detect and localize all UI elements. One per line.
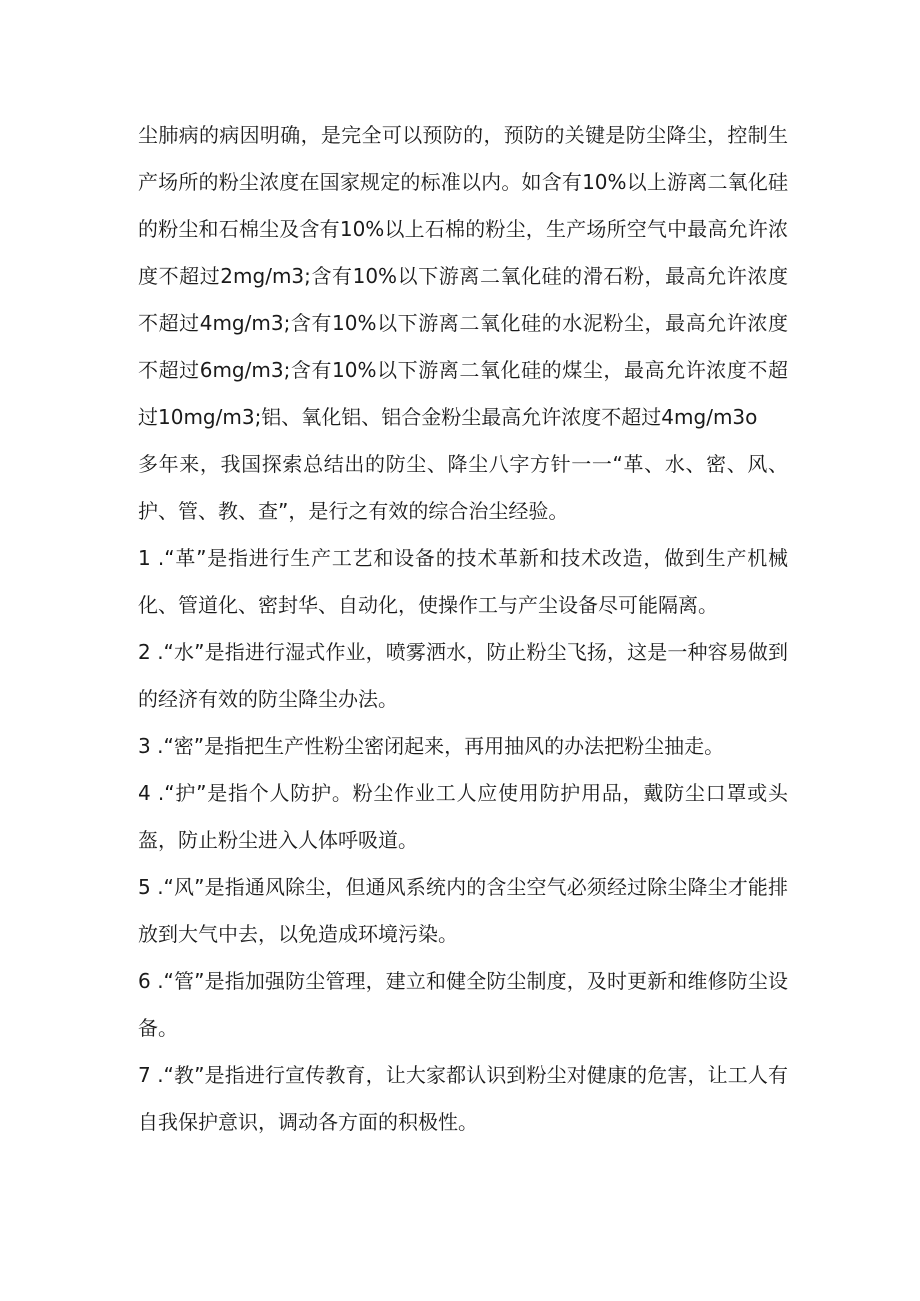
list-item-jiao: 7 .“教”是指进行宣传教育，让大家都认识到粉尘对健康的危害，让工人有自我保护意识，调动各方面的积极性。	[138, 1063, 788, 1134]
list-item-guan: 6 .“管”是指加强防尘管理，建立和健全防尘制度，及时更新和维修防尘设备。	[138, 969, 788, 1040]
list-item-hu: 4 .“护”是指个人防护。粉尘作业工人应使用防护用品，戴防尘口罩或头盔，防止粉尘进入人体呼吸道。	[138, 781, 788, 852]
list-item-ge: 1 .“革”是指进行生产工艺和设备的技术革新和技术改造，做到生产机械化、管道化、密封华、自动化，使操作工与产尘设备尽可能隔离。	[138, 546, 788, 617]
document-body	[138, 112, 788, 1146]
paragraph-eight-word-policy: 多年来，我国探索总结出的防尘、降尘八字方针一一“革、水、密、风、护、管、教、查”，是行之有效的综合治尘经验。	[138, 452, 788, 523]
list-item-mi: 3 .“密”是指把生产性粉尘密闭起来，再用抽风的办法把粉尘抽走。	[138, 734, 725, 758]
paragraph-prevention: 尘肺病的病因明确，是完全可以预防的，预防的关键是防尘降尘，控制生产场所的粉尘浓度在国家规定的标准以内。如含有10%以上游离二氧化硅的粉尘和石棉尘及含有10%以上石棉的粉尘，生产场所空气中最高允许浓度不超过2mg/m3;含有10%以下游离二氧化硅的滑石粉，最高允许浓度不超过4mg/m3;含有10%以下游离二氧化硅的水泥粉尘，最高允许浓度不超过6mg/m3;含有10%以下游离二氧化硅的煤尘，最高允许浓度不超过10mg/m3;铝、氧化铝、铝合金粉尘最高允许浓度不超过4mg/m3o	[138, 123, 788, 429]
list-item-feng: 5 .“风”是指通风除尘，但通风系统内的含尘空气必须经过除尘降尘才能排放到大气中去，以免造成环境污染。	[138, 875, 788, 946]
list-item-shui: 2 .“水”是指进行湿式作业，喷雾洒水，防止粉尘飞扬，这是一种容易做到的经济有效的防尘降尘办法。	[138, 640, 788, 711]
